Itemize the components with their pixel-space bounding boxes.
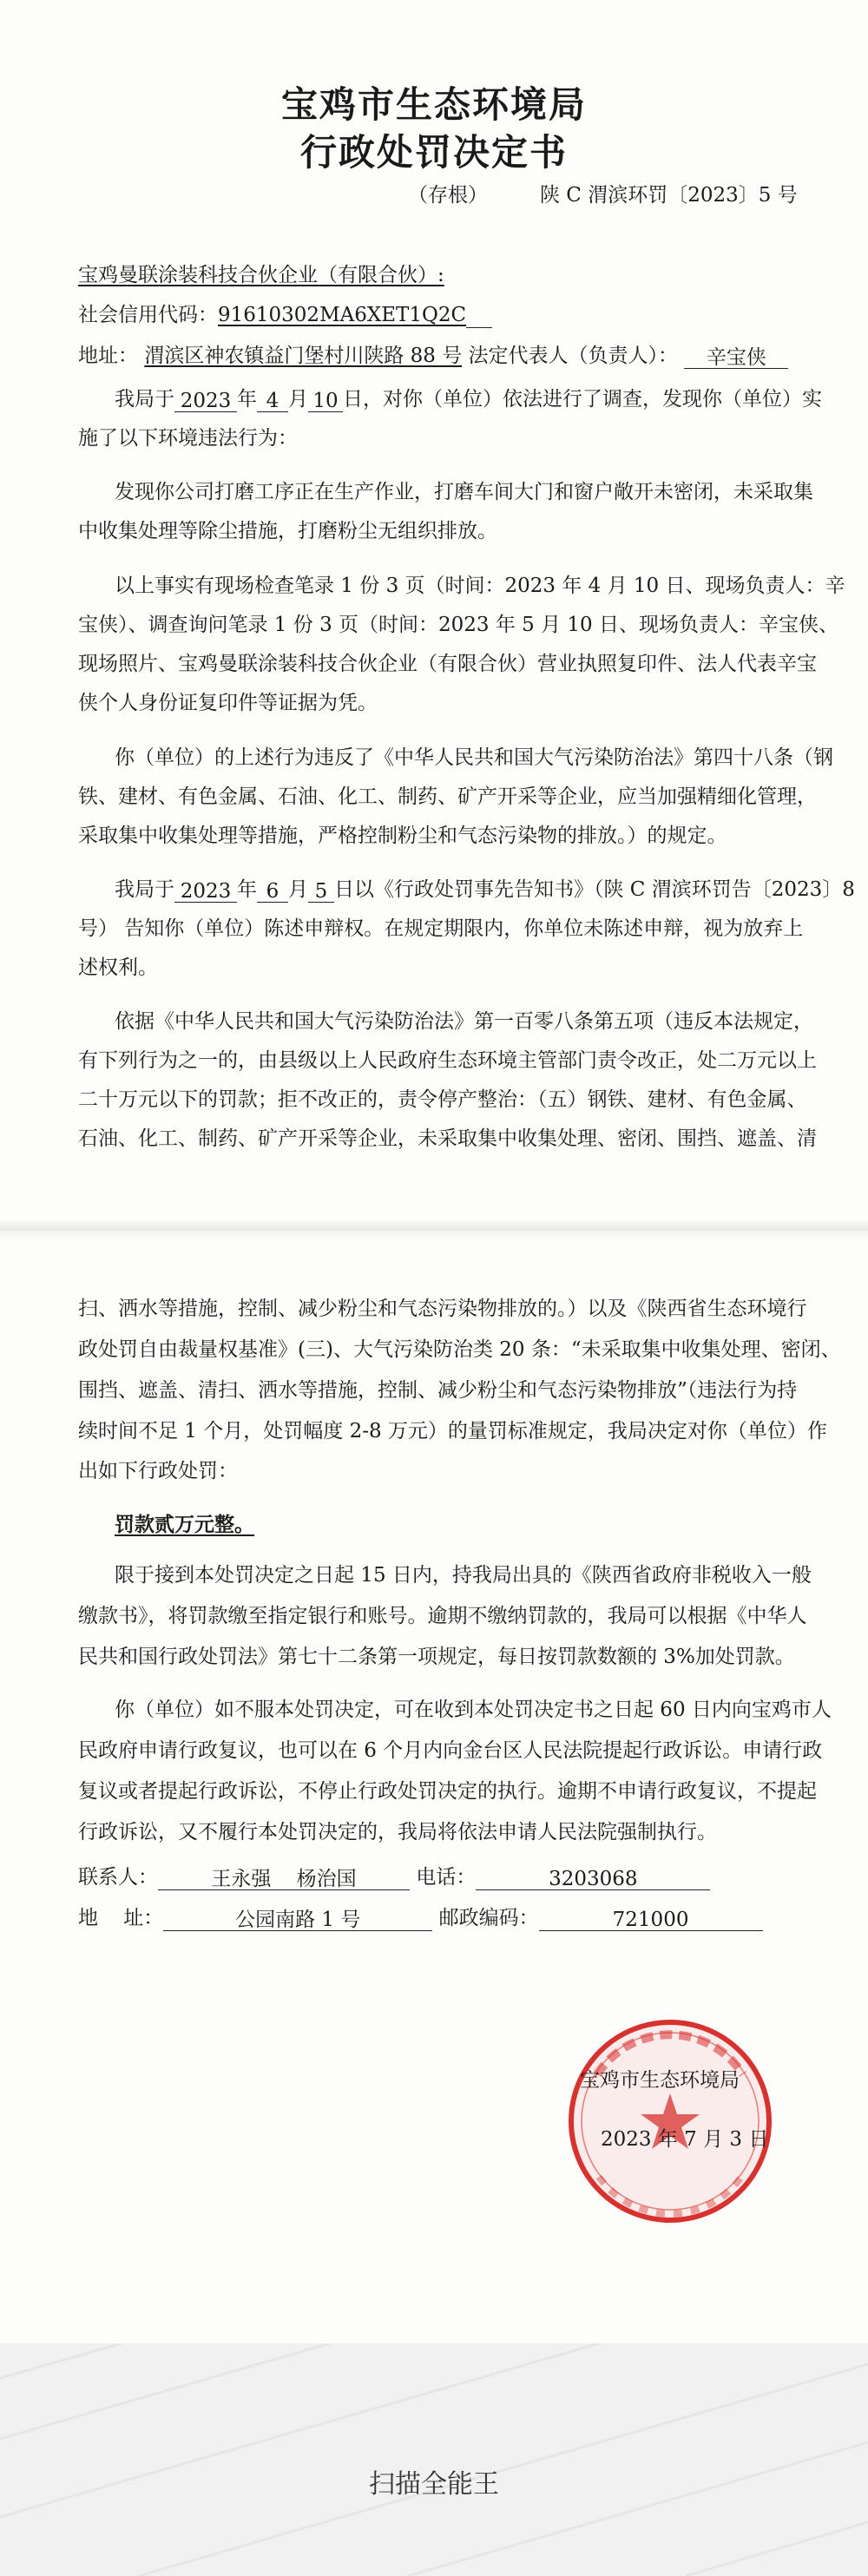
- basis-line-2: 有下列行为之一的，由县级以上人民政府生态环境主管部门责令改正，处二万元以上: [78, 1049, 817, 1072]
- document-title-authority: 宝鸡市生态环境局: [280, 83, 587, 126]
- page-fold: [0, 1219, 868, 1242]
- law-violated-line-1: 你（单位）的上述行为违反了《中华人民共和国大气污染防治法》第四十八条（钢: [115, 746, 833, 769]
- contact-address-label: 地 址：: [78, 1907, 164, 1929]
- basis-line-5: 扫、洒水等措施，控制、减少粉尘和气态污染物排放的。）以及《陕西省生态环境行: [78, 1298, 807, 1320]
- violation-line-1: 发现你公司打磨工序正在生产作业，打磨车间大门和窗户敞开未密闭，未采取集: [115, 481, 813, 503]
- address-label: 地址：: [78, 345, 138, 367]
- credit-code-row: [78, 302, 492, 328]
- contact-address-row: [78, 1905, 763, 1931]
- evidence-line-3: 现场照片、宝鸡曼联涂装科技合伙企业（有限合伙）营业执照复印件、法人代表辛宝: [78, 653, 817, 675]
- payment-line-2: 缴款书》，将罚款缴至指定银行和账号。逾期不缴纳罚款的，我局可以根据《中华人: [78, 1605, 807, 1627]
- credit-code-label: 社会信用代码：: [78, 304, 218, 326]
- archive-label: （存根）: [408, 184, 488, 207]
- basis-line-3: 二十万元以下的罚款；拒不改正的，责令停产整治：（五）钢铁、建材、有色金属、: [78, 1088, 807, 1111]
- phone-value: 3203068: [476, 1866, 710, 1890]
- signing-date: 2023 年 7 月 3 日: [601, 2128, 769, 2151]
- appeal-line-1: 你（单位）如不服本处罚决定，可在收到本处罚决定书之日起 60 日内向宝鸡市人: [115, 1699, 832, 1721]
- contact-person-value: 王永强 杨治国: [158, 1866, 410, 1890]
- phone-label: 电话：: [416, 1866, 477, 1889]
- official-seal: [562, 2014, 778, 2229]
- basis-line-7: 围挡、遮盖、清扫、洒水等措施，控制、减少粉尘和气态污染物排放”（违法行为持: [78, 1379, 798, 1402]
- scanner-app-name: 扫描全能王: [369, 2469, 499, 2500]
- payment-line-1: 限于接到本处罚决定之日起 15 日内，持我局出具的《陕西省政府非税收入一般: [115, 1564, 812, 1587]
- notice-line-2: 号） 告知你（单位）陈述申辩权。在规定期限内，你单位未陈述申辩，视为放弃上: [78, 917, 804, 940]
- investigation-line-1: 我局于 2023 年 4 月 10 日，对你（单位）依法进行了调查，发现你（单位）实: [115, 388, 822, 412]
- contact-address-value: 公园南路 1 号: [163, 1907, 432, 1931]
- evidence-line-1: 以上事实有现场检查笔录 1 份 3 页（时间：2023 年 4 月 10 日、现场负责人：辛: [115, 575, 845, 597]
- footer-pattern: [0, 2343, 868, 2576]
- basis-line-9: 出如下行政处罚：: [78, 1460, 238, 1482]
- notice-line-3: 述权利。: [78, 956, 158, 979]
- legal-rep-label: 法定代表人（负责人）：: [468, 345, 679, 367]
- appeal-line-4: 行政诉讼，又不履行本处罚决定的，我局将依法申请人民法院强制执行。: [78, 1821, 717, 1843]
- credit-code-value: 91610302MA6XET1Q2C: [218, 304, 467, 326]
- appeal-line-3: 复议或者提起行政诉讼，不停止行政处罚决定的执行。逾期不申请行政复议，不提起: [78, 1780, 817, 1803]
- violation-line-2: 中收集处理等除尘措施，打磨粉尘无组织排放。: [78, 520, 497, 542]
- appeal-line-2: 民政府申请行政复议，也可以在 6 个月内向金台区人民法院提起行政诉讼。申请行政: [78, 1739, 823, 1762]
- document-title-type: 行政处罚决定书: [299, 131, 568, 174]
- contact-person-label: 联系人：: [78, 1866, 158, 1889]
- notice-line-1: 我局于 2023 年 6 月 5 日以《行政处罚事先告知书》（陕 C 渭滨环罚告〔2023〕8: [115, 878, 855, 903]
- postcode-value: 721000: [539, 1907, 763, 1931]
- law-violated-line-3: 采取集中收集处理等措施，严格控制粉尘和气态污染物的排放。）的规定。: [78, 825, 727, 847]
- legal-rep-name: 辛宝侠: [684, 345, 788, 369]
- basis-line-6: 政处罚自由裁量权基准》(三)、大气污染防治类 20 条：“未采取集中收集处理、密闭、: [78, 1338, 841, 1361]
- address-row: [78, 343, 788, 369]
- investigation-line-2: 施了以下环境违法行为：: [78, 427, 298, 450]
- signing-authority: 宝鸡市生态环境局: [580, 2069, 740, 2092]
- address-value: 渭滨区神农镇益门堡村川陕路 88 号: [144, 345, 463, 367]
- basis-line-4: 石油、化工、制药、矿产开采等企业，未采取集中收集处理、密闭、围挡、遮盖、清: [78, 1127, 817, 1150]
- basis-line-8: 续时间不足 1 个月，处罚幅度 2-8 万元）的量罚标准规定，我局决定对你（单位）作: [78, 1420, 827, 1442]
- evidence-line-4: 侠个人身份证复印件等证据为凭。: [78, 692, 378, 714]
- evidence-line-2: 宝侠）、调查询问笔录 1 份 3 页（时间：2023 年 5 月 10 日、现场负责人：辛宝侠、: [78, 614, 838, 636]
- party-name: 宝鸡曼联涂装科技合伙企业（有限合伙）:: [78, 264, 444, 286]
- payment-line-3: 民共和国行政处罚法》第七十二条第一项规定，每日按罚款数额的 3%加处罚款。: [78, 1646, 795, 1668]
- postcode-label: 邮政编码：: [438, 1907, 539, 1929]
- law-violated-line-2: 铁、建材、有色金属、石油、化工、制药、矿产开采等企业，应当加强精细化管理，: [78, 785, 817, 808]
- contact-row: [78, 1864, 710, 1890]
- penalty-amount: 罚款贰万元整。: [115, 1513, 254, 1536]
- document-number: 陕 C 渭滨环罚〔2023〕5 号: [540, 184, 798, 207]
- basis-line-1: 依据《中华人民共和国大气污染防治法》第一百零八条第五项（违反本法规定，: [115, 1010, 813, 1033]
